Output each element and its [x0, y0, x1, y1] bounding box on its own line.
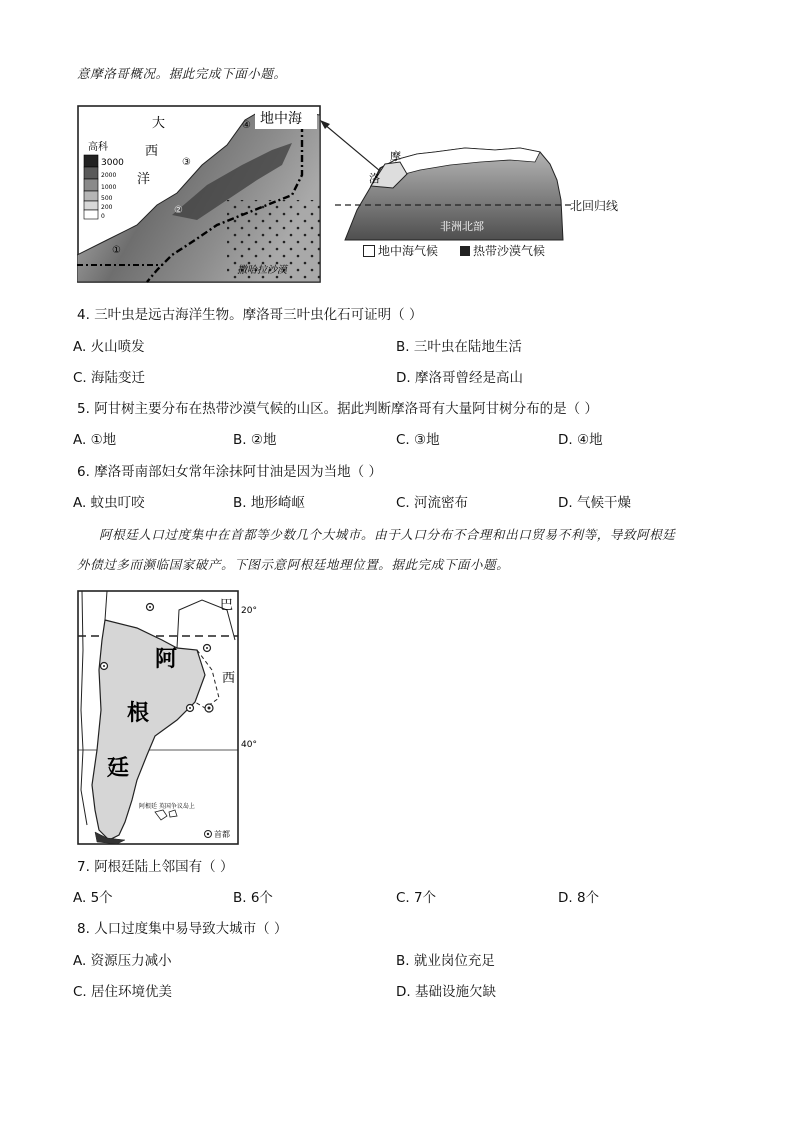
place-number-3: ③	[182, 157, 191, 168]
desert-label: 撒哈拉沙漠	[237, 265, 287, 276]
ocean-char-1: 大	[152, 116, 166, 131]
option-a[interactable]: A. 蚊虫叮咬	[73, 495, 145, 511]
question-6	[77, 464, 382, 480]
question-7	[77, 859, 233, 875]
option-d[interactable]: D. ④地	[558, 432, 603, 448]
climate-legend	[363, 242, 545, 259]
ocean-char-3: 洋	[137, 172, 151, 187]
place-number-2: ②	[174, 205, 183, 216]
neighbor-label-2: 西	[222, 671, 236, 686]
option-c[interactable]: C. 7个	[396, 890, 437, 906]
option-c[interactable]: C. ③地	[396, 432, 440, 448]
legend-value-1000: 1000	[101, 184, 117, 191]
question-text: 三叶虫是远古海洋生物。摩洛哥三叶虫化石可证明（ ）	[94, 307, 423, 323]
question-number: 4.	[77, 307, 90, 323]
legend-value-2000: 2000	[101, 172, 117, 179]
legend-title: 高科	[88, 142, 108, 153]
question-text: 人口过度集中易导致大城市（ ）	[94, 921, 288, 937]
mediterranean-swatch	[363, 245, 375, 257]
question-text: 摩洛哥南部妇女常年涂抹阿甘油是因为当地（ ）	[94, 464, 382, 480]
legend-mediterranean: 地中海气候	[378, 244, 439, 258]
legend-value-200: 200	[101, 204, 113, 211]
question-5	[77, 401, 598, 417]
place-number-1: ①	[112, 245, 121, 256]
latitude-label-40: 40°	[241, 740, 257, 750]
question-8	[77, 921, 287, 937]
option-b[interactable]: B. 6个	[233, 890, 273, 906]
option-c[interactable]: C. 海陆变迁	[73, 370, 146, 386]
option-c[interactable]: C. 河流密布	[396, 495, 469, 511]
option-d[interactable]: D. 摩洛哥曾经是高山	[396, 370, 523, 386]
city-marker	[103, 665, 105, 667]
city-marker	[189, 707, 191, 709]
argentina-location-map	[77, 590, 262, 845]
legend-value-500: 500	[101, 195, 113, 202]
country-char-3: 廷	[107, 756, 130, 781]
question-text: 阿甘树主要分布在热带沙漠气候的山区。据此判断摩洛哥有大量阿甘树分布的是（ ）	[94, 401, 598, 417]
option-d[interactable]: D. 8个	[558, 890, 600, 906]
option-a[interactable]: A. 5个	[73, 890, 113, 906]
option-a[interactable]: A. ①地	[73, 432, 117, 448]
option-d[interactable]: D. 气候干燥	[558, 495, 631, 511]
dispute-note: 阿根廷 英国争议岛上	[139, 803, 195, 810]
place-number-4: ④	[242, 120, 251, 131]
ocean-char-2: 西	[145, 144, 159, 159]
capital-marker	[208, 707, 211, 710]
mediterranean-label: 地中海	[260, 111, 302, 127]
legend-value-0: 0	[101, 213, 105, 220]
intro-morocco: 意摩洛哥概况。据此完成下面小题。	[77, 66, 287, 81]
inset-country-label: 摩	[390, 150, 401, 163]
option-b[interactable]: B. 地形崎岖	[233, 495, 305, 511]
capital-legend-label: 首都	[214, 830, 230, 839]
intro-argentina-line-2: 外债过多而濒临国家破产。下图示意阿根廷地理位置。据此完成下面小题。	[77, 557, 510, 572]
option-c[interactable]: C. 居住环境优美	[73, 984, 173, 1000]
question-number: 5.	[77, 401, 90, 417]
tropic-label: 北回归线	[570, 199, 619, 213]
option-b[interactable]: B. 三叶虫在陆地生活	[396, 339, 522, 355]
question-number: 6.	[77, 464, 90, 480]
desert-swatch	[460, 246, 470, 256]
inset-country-label-2: 洛	[369, 172, 380, 185]
option-a[interactable]: A. 资源压力减小	[73, 953, 172, 969]
inset-region-label: 非洲北部	[440, 220, 484, 233]
question-number: 8.	[77, 921, 90, 937]
question-number: 7.	[77, 859, 90, 875]
question-text: 阿根廷陆上邻国有（ ）	[94, 859, 234, 875]
legend-desert: 热带沙漠气候	[473, 244, 546, 258]
city-marker	[149, 606, 151, 608]
morocco-topographic-map	[77, 105, 321, 283]
option-a[interactable]: A. 火山喷发	[73, 339, 145, 355]
option-b[interactable]: B. 就业岗位充足	[396, 953, 495, 969]
latitude-label-20: 20°	[241, 606, 257, 616]
legend-value-3000: 3000	[101, 158, 124, 168]
intro-argentina-line-1: 阿根廷人口过度集中在首都等少数几个大城市。由于人口分布不合理和出口贸易不利等，导致阿根廷	[99, 527, 676, 542]
neighbor-label-1: 巴	[220, 598, 234, 613]
option-b[interactable]: B. ②地	[233, 432, 277, 448]
country-char-2: 根	[127, 701, 150, 726]
question-4	[77, 307, 422, 323]
country-char-1: 阿	[155, 647, 178, 672]
option-d[interactable]: D. 基础设施欠缺	[396, 984, 496, 1000]
city-marker	[206, 647, 208, 649]
